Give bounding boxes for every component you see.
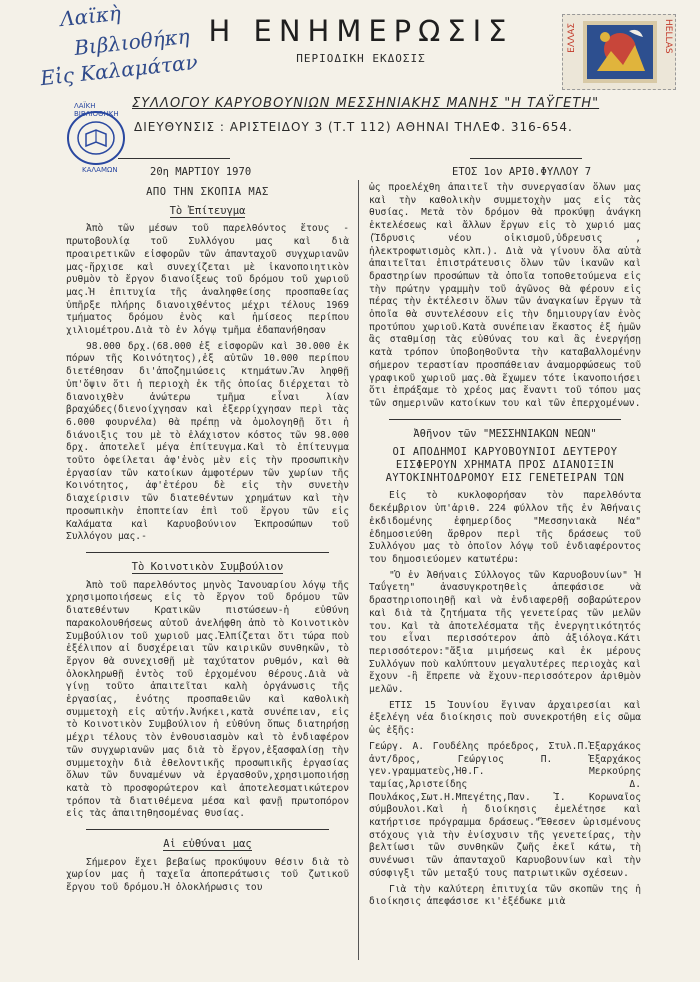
library-seal — [66, 102, 126, 174]
section-rule — [86, 829, 329, 830]
subheading-text: Τὸ Ἐπίτευγμα — [169, 204, 246, 217]
section-heading-viewpoint: ΑΠΟ ΤΗΝ ΣΚΟΠΙΑ ΜΑΣ — [146, 186, 269, 198]
issue-number: ΕΤΟΣ 1ον ΑΡΙΘ.ΦΥΛΛΟΥ 7 — [452, 166, 592, 178]
library-seal-icon — [66, 110, 126, 166]
heading-text: Τὸ Κοινοτικὸν Συμβούλιον — [131, 560, 284, 573]
seal-bottom-text: ΚΑΛΑΜΩΝ — [82, 166, 118, 174]
paragraph: Εἰς τὸ κυκλοφορήσαν τὸν παρελθόντα δεκέμβριον ὑπ'ἀριθ. 224 φύλλον τῆς ἐν Ἀθήναις ἐκδιδομένης ἐφημερίδος "Μεσσηνιακὰ Νέα" ἐδημοσιεύθη ἄρθρον περὶ τῆς δράσεως τοῦ Συλλόγου μας τὸ ὁποῖον λόγῳ τοῦ ἐνδιαφέροντος του δημοσιεύομεν κατωτέρω: — [369, 490, 641, 565]
section-subheading-achievement — [66, 205, 349, 218]
seal-top-text: ΛΑΪΚΗ ΒΙΒΛΙΟΘΗΚΗ — [74, 102, 119, 118]
stamp-illustration-icon — [583, 21, 657, 83]
divider-left — [118, 158, 230, 159]
paragraph: Σήμερον ἔχει βεβαίως προκύψουν θέσιν διὰ τὸ χωρίον μας ἡ ταχεῖα ἀποπεράτωσις τοῦ ζωτικοῦ ἔργου τοῦ δρόμου.Ἡ ὁλοκλήρωσις του — [66, 856, 349, 894]
paragraph: Γιὰ τὴν καλύτερη ἐπιτυχία τῶν σκοπῶν της ἡ διοίκησις ἀπεφάσισε κι'ἐξέδωκε μιὰ — [369, 883, 641, 908]
column-divider — [358, 180, 359, 960]
newsletter-subtitle: ΠΕΡΙΟΔΙΚΗ ΕΚΔΟΣΙΣ — [296, 52, 426, 65]
section-rule — [389, 419, 621, 420]
section-heading-source: Ἀθῆνον τῶν "ΜΕΣΣΗΝΙΑΚΩΝ ΝΕΩΝ" — [413, 427, 597, 440]
newsletter-title: Η ΕΝΗΜΕΡΩΣΙΣ — [208, 14, 514, 48]
postage-stamp — [562, 14, 676, 90]
masthead — [196, 14, 526, 65]
paragraph: Γεώργ. Α. Γουδέλης πρόεδρος, Στυλ.Π.Ἐξαρχάκος ἀντ/δρος, Γεώργιος Π. Ἐξαρχάκος γεν.γραμματεὺς,Ἠθ.Γ. Μερκούρης ταμίας,Ἀριστείδης Δ. Πουλάκος,Σωτ.Η.Μπεγέτης,Παν. Ἰ. Κορωναῖος σύμβουλοι.Καὶ ἡ διοίκησις ἐμελέτησε καὶ κατήρτισε πρόγραμμα δράσεως."Ἔθεσεν ὡρισμένους στόχους γιὰ τὴν ἐνίσχυσιν τῆς γενετείρας, τὴν βελτίωσι τῶν συνθηκῶν ζωῆς ἐκεῖ κάτω, τὴ συνένωσι τῶν ἀπανταχοῦ Καρυοβουνίων καὶ τὴν σύσφιγξι τῶν μεταξύ τους πατριωτικῶν σχέσεων. — [369, 740, 641, 879]
association-address: ΔΙΕΥΘΥΝΣΙΣ : ΑΡΙΣΤΕΙΔΟΥ 3 (Τ.Τ 112) ΑΘΗΝΑΙ ΤΗΛΕΦ. 316-654. — [134, 120, 573, 134]
handwritten-note-line3: Εἰς Καλαμάταν — [39, 49, 199, 91]
paragraph: Ἀπὸ τῶν μέσων τοῦ παρελθόντος ἔτους - πρωτοβουλίᾳ τοῦ Συλλόγου μας καὶ διὰ προαιρετικῶν εἰσφορῶν τῶν ἁπανταχοῦ συγχωριανῶν μας-ἤρχισε καὶ συνεχίζεται μὲ ἱκανοποιητικὸν ρυθμὸν τὸ ἔργον διανοίξεως τοῦ δρόμου τοῦ χωριοῦ μας.Ἡ ἐπιτυχία τῆς ἀναληφθείσης προσπαθείας ὑπῆρξε πλήρης διανοιχθέντος μέχρι τέλους 1969 τμήματος δρόμου ἑνὸς καὶ ἡμίσεος περίπου χιλιομέτρου.Διὰ τὸ ἐν λόγῳ τμῆμα ἐδαπανήθησαν — [66, 223, 349, 337]
section-heading-council — [66, 561, 349, 574]
article-headline: ΟΙ ΑΠΟΔΗΜΟΙ ΚΑΡΥΟΒΟΥΝΙΟΙ ΔΕΥΤΕΡΟΥ ΕΙΣΦΕΡΟΥΝ ΧΡΗΜΑΤΑ ΠΡΟΣ ΔΙΑΝΟΙΞΙΝ ΑΥΤΟΚΙΝΗΤΟΔΡΟΜΟΥ ΕΙΣ ΓΕΝΕΤΕΙΡΑΝ ΤΩΝ — [385, 446, 625, 484]
paragraph: 98.000 δρχ.(68.000 ἐξ εἰσφορῶν καὶ 30.000 ἐκ πόρων τῆς Κοινότητος),ἐξ αὐτῶν 10.000 περίπου διετέθησαν δι'ἀποζημιώσεις κτημάτων.Ἂν ληφθῇ ὑπ'ὄψιν ὅτι ἡ περιοχὴ ἐκ τῆς ὁποίας διέρχεται τὸ διανοιχθὲν ἀνώτερω τμῆμα εἶναι λίαν βραχώδες(διενοίχγησαν καὶ ἐξερρίχγησαν περὶ τὰς 6.000 φουρνέλα) θὰ πρέπῃ νὰ ὁμολογηθῇ ὅτι ἡ διάνοιξις του μὲ τὸ ἐλάχιστον κόστος τῶν 98.000 δρχ. ἀποτελεῖ μέγα ἐπίτευγμα.Καὶ τὸ ἐπίτευγμα τοῦτο ὀφείλεται ἀφ'ἑνὸς μὲν εἰς τὴν προσωπικὴν ἐργασίαν τῶν κατοίκων ἀμφοτέρων τῶν χωρίων τῆς Κοινότητος, ἀφ'ἑτέρου δὲ εἰς τὴν συνετὴν διαχείρισιν τῶν διατεθέντων χρημάτων καὶ τὴν προσωπικὴν ἐποπτείαν ἐπὶ τοῦ ἔργου τῶν εἰς Καλάματα καὶ Καρυοβούνιον Ἐκπροσώπων τοῦ Συλλόγου μας.- — [66, 340, 349, 543]
divider-right — [470, 158, 582, 159]
stamp-country-greek: ΕΛΛΑΣ — [567, 23, 577, 53]
heading-text: Αἱ εὐθύναι μας — [163, 838, 252, 851]
paragraph: "Ὁ ἐν Ἀθήναις Σύλλογος τῶν Καρυοβουνίων" Ἡ Ταΰγετη" ἀνασυγκροτηθεὶς ἀπεφάσισε νὰ δραστηριοποιηθῇ καὶ νὰ ἐνδιαφερθῇ σοβαρώτερον καὶ διὰ τὰ ζητήματα τῆς γενετείρας τῶν μελῶν του. Καὶ τὰ ἀποτελέσματα τῆς ἐνεργητικότητός του εἶναι περισσότερον ἀπὸ ἀξιόλογα.Κάτι περισσότερον:"ἄξια μιμήσεως καὶ ἐκ μέρους Συλλόγων ποὺ καλύπτουν μεγαλυτέρες περιοχὰς καὶ ἔχουν -ἢ ἔπρεπε νὰ ἔχουν-περισσότερον ἀριθμὸν μελῶν. — [369, 569, 641, 696]
paragraph: ὡς προελέχθη ἀπαιτεῖ τὴν συνεργασίαν ὅλων μας καὶ τὴν καθολικὴν συμμετοχὴν μας εἰς τὰς θυσίας. Μετὰ τὸν δρόμον θὰ προκύψῃ ἀνάγκη ἐκτελέσεως καὶ ἄλλων ἔργων εἰς τὸ χωριό μας (Ἵδρυσις νέου οἰκισμοῦ,ὑδρευσις , ἠλεκτροφωτισμὸς κλπ.). Διὰ νὰ γίνουν ὅλα αὐτὰ ἀπαιτεῖται ἐπιστράτευσις ὅλων τῶν ἱκανῶν καὶ δραστηρίων προσώπων τὰ ὁποῖα τοποθετούμενα εἰς τὴν πρώτην γραμμὴν τοῦ ἀγῶνος θὰ φέρουν εἰς πέρας τὴν ἐκτέλεσιν ὅλων τῶν ἀναγκαίων ἔργων τὰ ὁποῖα θὰ συντελέσουν εἰς τὴν δημιουργίαν ἑνὸς προτύπου χωριοῦ.Κατὰ συνέπειαν ἕκαστος ἐξ ἡμῶν ἂς σταθμίσῃ τὰς εὐθύνας του καὶ ἂς ἐνεργήσῃ κατὰ τρόπον ὑποβοηθοῦντα τὴν καταβαλλομένην σήμερον τεραστίαν προσπάθειαν ἀναμορφώσεως τοῦ γραφικοῦ χωριοῦ μας.Θὰ ἔχωμεν τότε ἱκανοποιήσει ὅτι ἐπράξαμε τὸ χρέος μας ἔναντι τοῦ τόπου μας τῶν σημερινῶν κατοίκων του καὶ τῶν ἐπερχομένων. — [369, 182, 641, 409]
left-column — [66, 182, 349, 898]
issue-date: 20η ΜΑΡΤΙΟΥ 1970 — [150, 166, 252, 178]
paragraph: Ἀπὸ τοῦ παρελθόντος μηνὸς Ἰανουαρίου λόγῳ τῆς χρησιμοποιήσεως εἰς τὸ ἔργον τοῦ δρόμου τῶν διατεθέντων Κρατικῶν πιστώσεων-ἡ εὐθύνη παρακολουθήσεως αὐτοῦ ἀνελήφθη ἀπὸ τὸ Κοινοτικὸν Συμβούλιον τοῦ χωριοῦ μας.Ἐλπίζεται ὅτι τώρα ποὺ ἐξέλιπον αἱ δυσχέρειαι τῶν καιρικῶν συνθηκῶν, τὸ ἔργον θὰ συνεχισθῇ μὲ ταχύτατον ρυθμόν, καὶ θὰ ὁλοκληρωθῇ ἐντὸς τοῦ ἐρχομένου θέρους.Διὰ νὰ γίνῃ τοῦτο ἀπαιτεῖται καλὴ ὀργάνωσις τῆς ἐργασίας, ἐνότης προσπαθειῶν καὶ καθολικὴ συμμετοχὴ εἰς αὐτήν.Ἀνήκει,κατὰ συνέπειαν, εἰς τὸ Κοινοτικὸν Συμβούλιον ἡ εὐθύνη ὅπως διατηρήσῃ μέχρι τέλους τὸν ἐνθουσιασμὸν καὶ τὸ ἐνδιαφέρον τῶν συγχωριανῶν μας διὰ τὸ ἔργον,ἐξασφαλίσῃ τὴν συμμετοχὴν διὰ ἐθελοντικῆς προσωπικῆς ἐργασίας ὅλων τῶν δυναμένων νὰ ἐργασθοῦν,χρησιμοποιήσῃ κατὰ τὸ προσφορώτερον καὶ ἀποτελεσματικώτερον τρόπον τὰ διατιθέμενα μέσα καὶ φανῇ πρωτοπόρον εἰς τὰς ἀπαιτηθησομένας θυσίας. — [66, 579, 349, 820]
association-name: ΣΥΛΛΟΓΟΥ ΚΑΡΥΟΒΟΥΝΙΩΝ ΜΕΣΣΗΝΙΑΚΗΣ ΜΑΝΗΣ "Η ΤΑΫΓΕΤΗ" — [132, 96, 600, 111]
section-rule — [86, 552, 329, 553]
section-heading-responsibilities — [66, 838, 349, 851]
handwritten-note-line2: Βιβλιοθήκη — [73, 24, 191, 60]
handwritten-note-line1: Λαϊκὴ — [58, 0, 122, 32]
stamp-country-latin: HELLAS — [663, 19, 673, 54]
paragraph: ΕΤΙΣ 15 Ἰουνίου ἔγιναν ἀρχαιρεσίαι καὶ ἐξελέγη νέα διοίκησις ποὺ συνεκροτήθη εἰς σῶμα ὡς ἑξῆς: — [369, 699, 641, 737]
right-column — [369, 182, 641, 912]
